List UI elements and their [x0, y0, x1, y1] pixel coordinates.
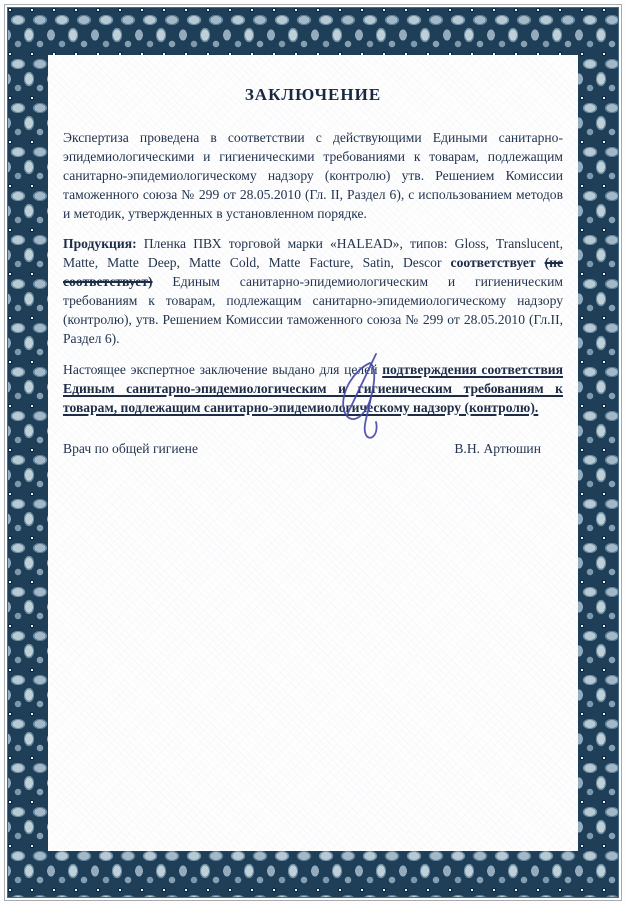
signature-row: [63, 441, 563, 457]
paragraph-expertise-text: Экспертиза проведена в соответствии с действующими Едиными санитарно-эпидемиологическими и гигиеническими требованиями к товарам, подлежащим санитарно-эпидемиологическому надзору (контролю) утв. Решением Комиссии таможенного союза № 299 от 28.05.2010 (Гл. II, Раздел 6), с использованием методов и методик, утвержденных в установленном порядке.: [63, 130, 563, 221]
page-title: ЗАКЛЮЧЕНИЕ: [244, 85, 382, 104]
document-body: [48, 55, 578, 851]
signer-name: В.Н. Артюшин: [454, 441, 541, 456]
paragraph-product: [63, 234, 563, 348]
product-description: Пленка ПВХ торговой марки «HALEAD», типов: Gloss, Translucent, Matte, Matte Deep, Matte Cold, Matte Facture, Satin, Descor: [63, 236, 563, 270]
verdict-not-complies-struck: (не соответствует): [63, 255, 564, 289]
product-label: Продукция:: [63, 236, 137, 251]
verdict-complies: соответствует: [450, 255, 545, 270]
product-requirements-text: Единым санитарно-эпидемиологическим и гигиеническим требованиям к товарам, подлежащим санитарно-эпидемиологическому надзору (контролю), утв. Решением Комиссии таможенного союза № 299 от 28.05.2010 (Гл.II, Раздел 6).: [63, 274, 563, 346]
purpose-lead: Настоящее экспертное заключение выдано для целей: [63, 362, 383, 377]
handwritten-signature: [328, 351, 392, 447]
purpose-emphasis: подтверждения соответствия Единым санитарно-эпидемиологическим и гигиеническим требованиям к товарам, подлежащим санитарно-эпидемиологическому надзору (контролю).: [63, 362, 563, 415]
paragraph-expertise: [63, 128, 563, 223]
signer-role: Врач по общей гигиене: [63, 441, 198, 456]
paragraph-purpose: [63, 360, 563, 417]
